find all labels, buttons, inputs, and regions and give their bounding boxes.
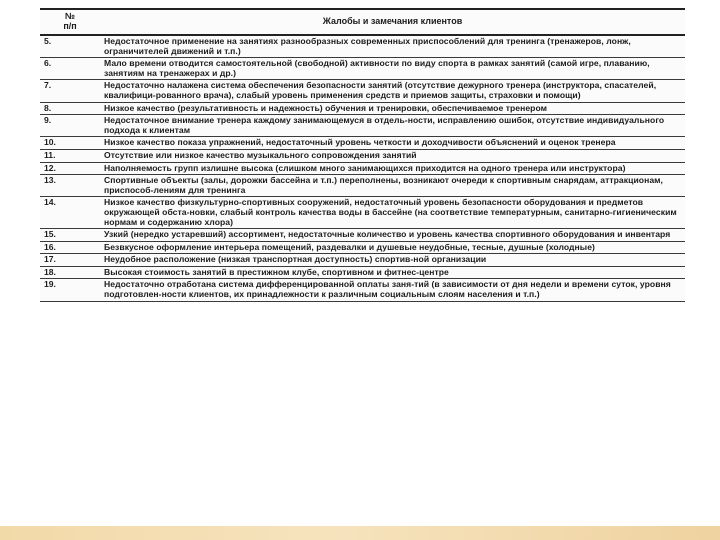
- complaint-text: Недостаточно налажена система обеспечения безопасности занятий (отсутствие дежурного тренера (инструктора, спасателей, квалифици-рованного врача), слабый уровень применения средств и приемов защиты, страховки и помощи): [100, 80, 685, 102]
- complaint-text: Неудобное расположение (низкая транспортная доступность) спортив-ной организации: [100, 254, 685, 267]
- complaint-text: Мало времени отводится самостоятельной (свободной) активности по виду спорта в рамках занятий (самой игре, плаванию, занятиям на тренажерах и др.): [100, 58, 685, 80]
- row-number: 9.: [40, 115, 100, 137]
- table-row: [40, 149, 685, 162]
- complaints-table: [40, 8, 685, 302]
- table-row: [40, 137, 685, 150]
- table-row: [40, 115, 685, 137]
- row-number: 15.: [40, 229, 100, 242]
- table-row: [40, 266, 685, 279]
- table-body: [40, 35, 685, 301]
- row-number: 19.: [40, 279, 100, 301]
- row-number: 7.: [40, 80, 100, 102]
- table-row: [40, 241, 685, 254]
- row-number: 14.: [40, 197, 100, 229]
- table-row: [40, 175, 685, 197]
- table-header-row: [40, 9, 685, 35]
- row-number: 8.: [40, 102, 100, 115]
- table-row: [40, 80, 685, 102]
- complaint-text: Недостаточное внимание тренера каждому занимающемуся в отдель-ности, исправлению ошибок, отсутствие индивидуального подхода к клиентам: [100, 115, 685, 137]
- table-row: [40, 279, 685, 301]
- complaints-table-sheet: [40, 8, 685, 302]
- row-number: 11.: [40, 149, 100, 162]
- row-number: 10.: [40, 137, 100, 150]
- table-row: [40, 58, 685, 80]
- row-number: 13.: [40, 175, 100, 197]
- complaint-text: Безвкусное оформление интерьера помещений, раздевалки и душевые неудобные, тесные, душные (холодные): [100, 241, 685, 254]
- number-column-header: № п/п: [40, 9, 100, 35]
- row-number: 12.: [40, 162, 100, 175]
- row-number: 5.: [40, 35, 100, 58]
- row-number: 6.: [40, 58, 100, 80]
- complaints-column-header: Жалобы и замечания клиентов: [100, 9, 685, 35]
- complaint-text: Отсутствие или низкое качество музыкального сопровождения занятий: [100, 149, 685, 162]
- table-row: [40, 35, 685, 58]
- table-row: [40, 197, 685, 229]
- row-number: 16.: [40, 241, 100, 254]
- table-row: [40, 102, 685, 115]
- table-row: [40, 162, 685, 175]
- row-number: 17.: [40, 254, 100, 267]
- complaint-text: Низкое качество показа упражнений, недостаточный уровень четкости и доходчивости объяснений и оценок тренера: [100, 137, 685, 150]
- complaint-text: Наполняемость групп излишне высока (слишком много занимающихся приходится на одного тренера или инструктора): [100, 162, 685, 175]
- complaint-text: Высокая стоимость занятий в престижном клубе, спортивном и фитнес-центре: [100, 266, 685, 279]
- complaint-text: Недостаточно отработана система дифференцированной оплаты заня-тий (в зависимости от дня недели и времени суток, уровня подготовлен-ности клиентов, их принадлежности к различным социальным слоям населения и т.п.): [100, 279, 685, 301]
- complaint-text: Низкое качество физкультурно-спортивных сооружений, недостаточный уровень безопасности оборудования и предметов окружающей обста-новки, слабый контроль качества воды в бассейне (на соответствие температурным, санитарно-гигиеническим нормам и содержанию хлора): [100, 197, 685, 229]
- row-number: 18.: [40, 266, 100, 279]
- table-row: [40, 229, 685, 242]
- complaint-text: Низкое качество (результативность и надежность) обучения и тренировки, обеспечиваемое тренером: [100, 102, 685, 115]
- bottom-decorative-band: [0, 526, 720, 540]
- complaint-text: Узкий (нередко устаревший) ассортимент, недостаточные количество и уровень качества спортивного оборудования и инвентаря: [100, 229, 685, 242]
- complaint-text: Недостаточное применение на занятиях разнообразных современных приспособлений для тренинга (тренажеров, лонж, ограничителей движений и т.п.): [100, 35, 685, 58]
- complaint-text: Спортивные объекты (залы, дорожки бассейна и т.п.) переполнены, возникают очереди к спортивным снарядам, аттракционам, приспособ-лениям для тренинга: [100, 175, 685, 197]
- table-row: [40, 254, 685, 267]
